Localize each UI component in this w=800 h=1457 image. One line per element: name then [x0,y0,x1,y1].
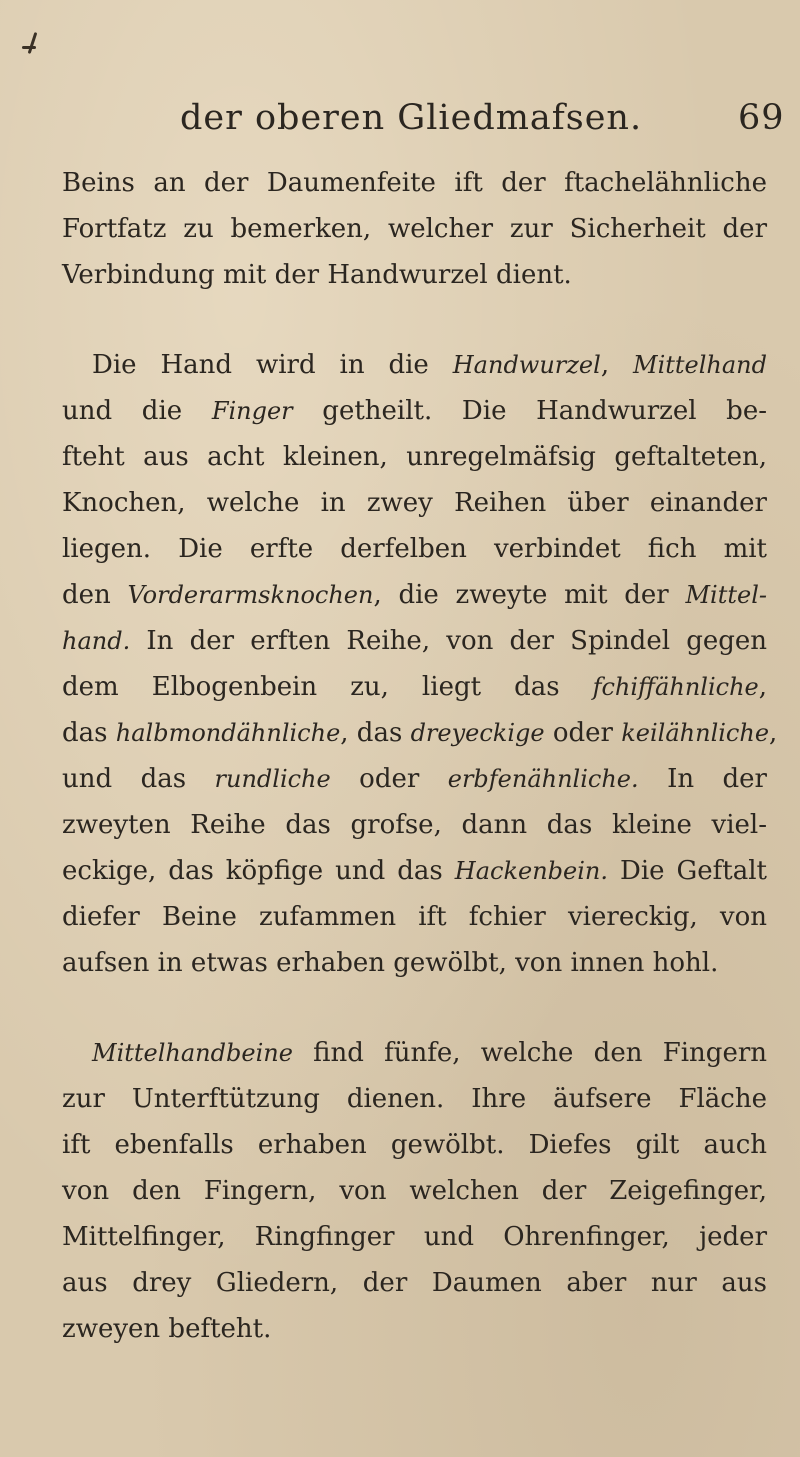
text-segment: Beins an der Daumenfeite ift der ftachelähnliche [62,168,767,198]
text-segment: oder [544,718,622,748]
text-line [62,1122,767,1168]
text-body [62,160,782,1352]
text-segment: das [62,718,116,748]
text-segment: Die Geftalt [607,856,767,886]
text-segment: Knochen, welche in zwey Reihen über einander [62,488,767,518]
italic-term: Finger [211,397,293,425]
italic-term: Hackenbein. [454,857,608,885]
text-segment: zur Unterftützung dienen. Ihre äufsere Fläche [62,1084,767,1114]
text-segment: diefer Beine zufammen ift fchier viereckig, von [62,902,767,932]
text-segment: aufsen in etwas erhaben gewölbt, von innen hohl. [62,948,719,978]
text-segment: fteht aus acht kleinen, unregelmäfsig geftalteten, [62,442,767,472]
italic-term: Mittelhand [633,351,768,379]
text-segment: ift ebenfalls erhaben gewölbt. Diefes gilt auch [62,1130,767,1160]
text-segment: von den Fingern, von welchen der Zeigefinger, [62,1176,767,1206]
text-segment: und die [62,396,212,426]
text-line [62,388,767,434]
text-line [62,664,767,710]
text-line [62,618,767,664]
text-segment: , die zweyte mit der [373,580,686,610]
paragraph-gap [62,298,782,342]
text-segment: Die Hand wird in die [92,350,453,380]
text-segment: , [600,350,633,380]
text-line [92,1030,767,1076]
text-segment: den [62,580,128,610]
page-number: 69 [738,98,785,138]
text-segment: zweyen befteht. [62,1314,272,1344]
text-segment: , das [340,718,411,748]
paragraph-gap [62,986,782,1030]
text-segment: , [758,672,767,702]
text-line [62,480,767,526]
text-line [62,1306,767,1352]
paragraph [62,342,782,986]
italic-term: halbmondähnliche [115,719,341,747]
text-line [62,572,767,618]
text-segment: In der [638,764,767,794]
text-segment: aus drey Gliedern, der Daumen aber nur aus [62,1268,767,1298]
running-title: der oberen Gliedmafsen. [180,98,643,138]
italic-term: fchiffähnliche [592,673,759,701]
italic-term: dreyeckige [410,719,545,747]
text-line [62,526,767,572]
italic-term: Mittel- [685,581,767,609]
text-line [62,434,767,480]
text-segment: zweyten Reihe das grofse, dann das kleine viel- [62,810,767,840]
text-segment: Mittelfinger, Ringfinger und Ohrenfinger, jeder [62,1222,767,1252]
text-segment: oder [330,764,448,794]
italic-term: keilähnliche [621,719,770,747]
text-line [62,894,767,940]
text-segment: getheilt. Die Handwurzel be- [292,396,767,426]
text-line [62,252,767,298]
text-segment: dem Elbogenbein zu, liegt das [62,672,593,702]
text-line [62,802,767,848]
text-segment: In der erften Reihe, von der Spindel gegen [130,626,767,656]
text-line [92,342,767,388]
text-line [62,206,767,252]
paragraph [62,160,782,298]
italic-term: Vorderarmsknochen [127,581,374,609]
text-line [62,160,767,206]
text-line [62,848,767,894]
text-segment: Verbindung mit der Handwurzel dient. [62,260,572,290]
text-line [62,1260,767,1306]
paragraph [62,1030,782,1352]
text-segment: , [769,718,778,748]
text-line [62,756,767,802]
italic-term: rundliche [214,765,331,793]
text-segment: eckige, das köpfige und das [62,856,455,886]
text-line [62,1214,767,1260]
italic-term: Mittelhandbeine [92,1039,293,1067]
text-segment: liegen. Die erfte derfelben verbindet fich mit [62,534,767,564]
ink-speck [22,46,36,49]
text-segment: und das [62,764,215,794]
text-line [62,1076,767,1122]
text-line [62,940,767,986]
italic-term: Handwurzel [452,351,601,379]
text-segment: Fortfatz zu bemerken, welcher zur Sicherheit der [62,214,767,244]
italic-term: hand. [62,627,131,655]
ink-speck [28,32,38,54]
text-line [62,710,778,756]
text-line [62,1168,767,1214]
text-segment: find fünfe, welche den Fingern [292,1038,767,1068]
italic-term: erbfenähnliche. [447,765,639,793]
